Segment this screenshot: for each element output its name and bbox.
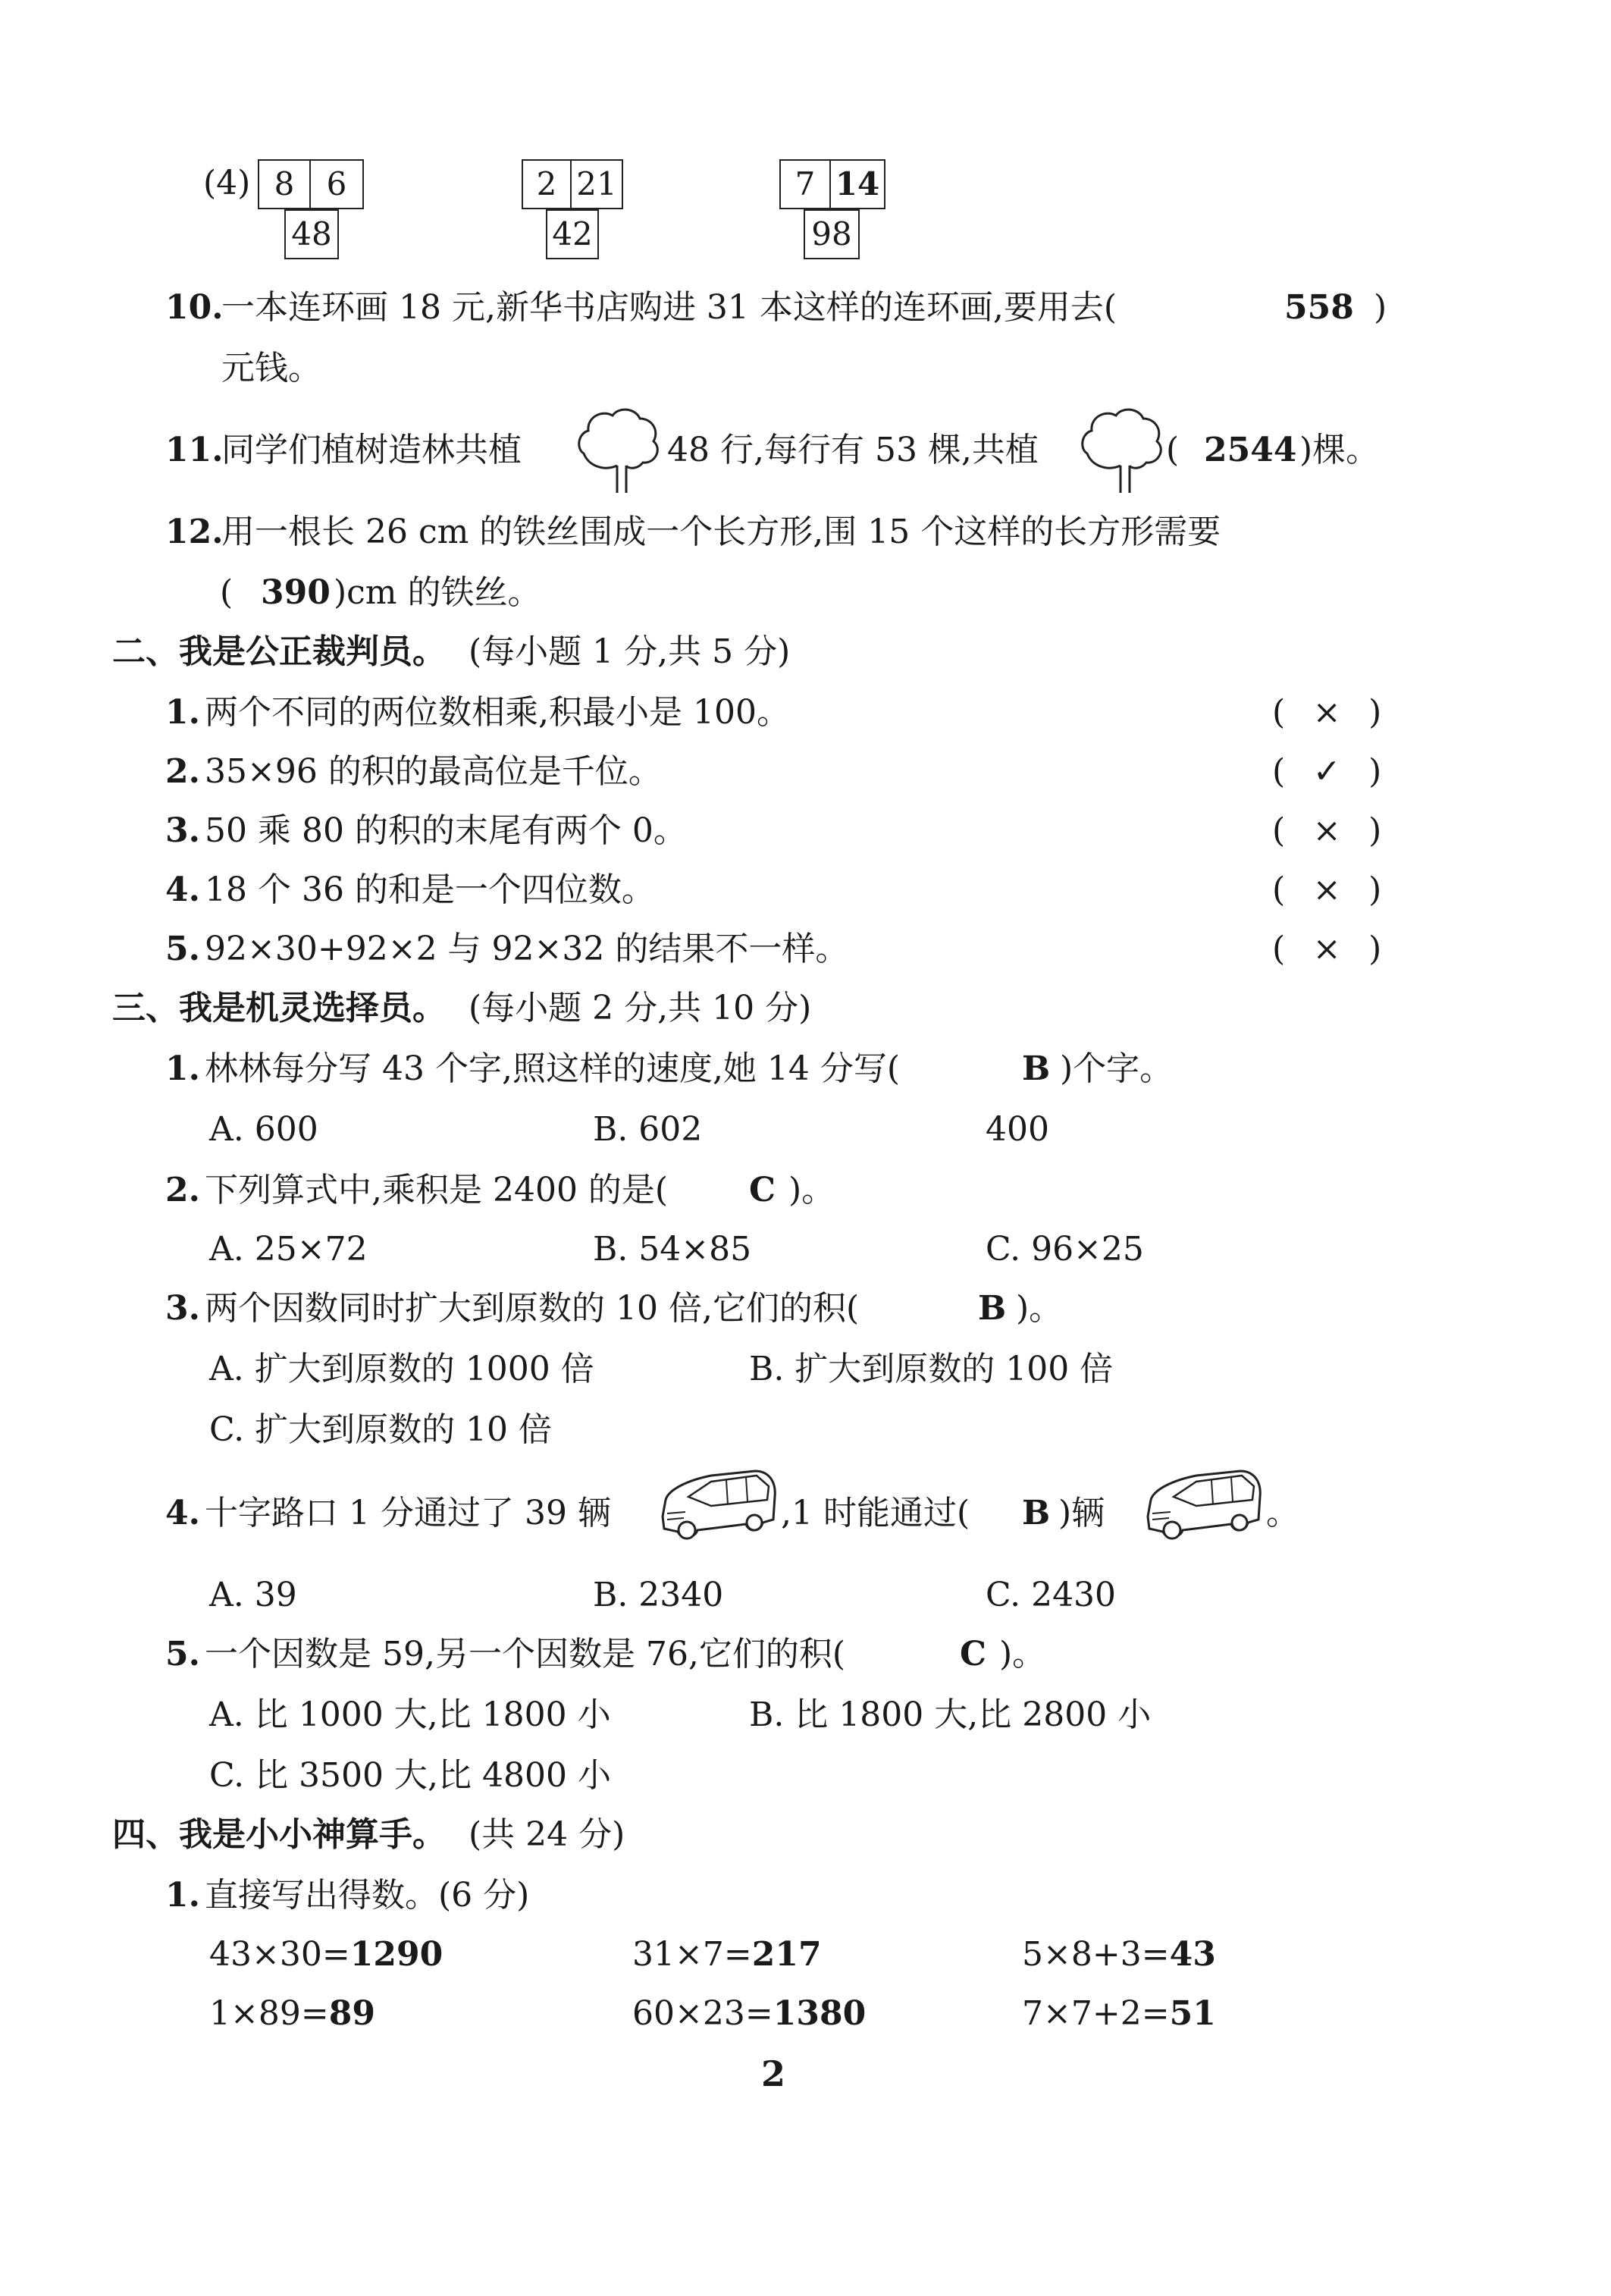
question-text: )cm 的铁丝。 — [334, 573, 541, 612]
calc-item — [1022, 1991, 1216, 2037]
question-number: 1. — [165, 693, 200, 732]
car-icon — [1143, 1463, 1265, 1547]
calc-expression: 31×7= — [632, 1935, 752, 1974]
option: B. 比 1800 大,比 2800 小 — [749, 1695, 1152, 1734]
question-text: 48 行,每行有 53 棵,共植 — [667, 431, 1039, 469]
option: C. 96×25 — [986, 1230, 1144, 1269]
question-text: 18 个 36 的和是一个四位数。 — [205, 870, 655, 909]
answer: C — [960, 1635, 987, 1673]
question-text: 一本连环画 18 元,新华书店购进 31 本这样的连环画,要用去( — [221, 288, 1117, 327]
puzzle-product: 48 — [284, 209, 339, 259]
question-text: ,1 时能通过( — [781, 1494, 970, 1532]
question-text: ) — [1374, 288, 1387, 327]
option: A. 600 — [209, 1110, 318, 1149]
question-number: 10. — [165, 288, 224, 327]
option: B. 54×85 — [593, 1230, 752, 1269]
answer-mark: ✓ — [1312, 752, 1341, 791]
answer-mark: × — [1312, 811, 1341, 850]
option: A. 25×72 — [209, 1230, 368, 1269]
question-text: 用一根长 26 cm 的铁丝围成一个长方形,围 15 个这样的长方形需要 — [221, 513, 1221, 551]
answer: 2544 — [1204, 431, 1297, 469]
calc-expression: 7×7+2= — [1022, 1994, 1170, 2033]
question-text: ( — [1166, 431, 1180, 469]
answer-mark: × — [1312, 693, 1341, 732]
tree-icon — [1077, 403, 1168, 494]
puzzle-product: 98 — [804, 209, 860, 259]
calc-answer: 1380 — [773, 1994, 867, 2033]
answer-bracket: ( × ) — [1272, 808, 1381, 854]
option: B. 2340 — [593, 1576, 724, 1614]
puzzle-factor-a: 2 — [522, 159, 572, 209]
calc-item — [632, 1991, 866, 2037]
question-text: 。 — [1266, 1494, 1299, 1532]
section-title: 三、我是机灵选择员。 — [112, 989, 446, 1027]
question-text: 直接写出得数。(6 分) — [205, 1876, 530, 1915]
q9-label: (4) — [203, 164, 251, 202]
question-text: )个字。 — [1060, 1049, 1174, 1088]
question-text: 50 乘 80 的积的末尾有两个 0。 — [205, 811, 687, 850]
answer-bracket: ( × ) — [1272, 690, 1381, 736]
question-number: 3. — [165, 811, 200, 850]
question-text: )辆 — [1058, 1494, 1105, 1532]
option: A. 扩大到原数的 1000 倍 — [209, 1350, 594, 1388]
section-title: 二、我是公正裁判员。 — [112, 632, 446, 671]
calc-answer: 43 — [1169, 1935, 1216, 1974]
question-number: 12. — [165, 513, 224, 551]
calc-answer: 51 — [1169, 1994, 1216, 2033]
calc-expression: 60×23= — [632, 1994, 773, 2033]
puzzle-factor-a: 8 — [258, 159, 311, 209]
question-number: 2. — [165, 1171, 200, 1209]
question-number: 5. — [165, 930, 200, 968]
question-number: 11. — [165, 431, 224, 469]
page-number: 2 — [761, 2053, 786, 2094]
section-score: (每小题 1 分,共 5 分) — [469, 632, 791, 671]
answer-mark: × — [1312, 930, 1341, 968]
question-number: 4. — [165, 1494, 200, 1532]
option: C. 2430 — [986, 1576, 1117, 1614]
puzzle-factor-a: 7 — [779, 159, 831, 209]
question-text: 同学们植树造林共植 — [221, 431, 522, 469]
question-text: )。 — [1016, 1289, 1063, 1328]
option: B. 602 — [593, 1110, 703, 1149]
answer: C — [749, 1171, 776, 1209]
option: A. 比 1000 大,比 1800 小 — [209, 1695, 611, 1734]
answer: 390 — [261, 573, 331, 612]
question-text: )。 — [788, 1171, 835, 1209]
question-text: 35×96 的积的最高位是千位。 — [205, 752, 662, 791]
question-text: 两个因数同时扩大到原数的 10 倍,它们的积( — [205, 1289, 860, 1328]
question-text: 元钱。 — [221, 349, 321, 387]
answer: B — [1022, 1494, 1051, 1532]
section-score: (共 24 分) — [469, 1815, 625, 1854]
question-text: 两个不同的两位数相乘,积最小是 100。 — [205, 693, 790, 732]
car-icon — [658, 1463, 779, 1547]
calc-expression: 1×89= — [209, 1994, 329, 2033]
question-text: 下列算式中,乘积是 2400 的是( — [205, 1171, 669, 1209]
section-title: 四、我是小小神算手。 — [112, 1815, 446, 1854]
puzzle-factor-b: 14 — [829, 159, 885, 209]
calc-expression: 5×8+3= — [1022, 1935, 1170, 1974]
calc-item — [632, 1932, 822, 1978]
question-number: 3. — [165, 1289, 200, 1328]
calc-answer: 1290 — [349, 1935, 443, 1974]
option: C. 比 3500 大,比 4800 小 — [209, 1756, 611, 1795]
question-number: 5. — [165, 1635, 200, 1673]
option: 400 — [986, 1110, 1049, 1149]
calc-expression: 43×30= — [209, 1935, 350, 1974]
question-number: 4. — [165, 870, 200, 909]
answer-bracket: ( × ) — [1272, 867, 1381, 913]
question-text: 92×30+92×2 与 92×32 的结果不一样。 — [205, 930, 849, 968]
answer: B — [978, 1289, 1007, 1328]
answer-bracket: ( × ) — [1272, 927, 1381, 972]
question-text: 一个因数是 59,另一个因数是 76,它们的积( — [205, 1635, 846, 1673]
calc-item — [209, 1991, 375, 2037]
calc-item — [209, 1932, 443, 1978]
puzzle-factor-b: 6 — [309, 159, 364, 209]
calc-item — [1022, 1932, 1216, 1978]
option: C. 扩大到原数的 10 倍 — [209, 1410, 553, 1449]
answer: 558 — [1284, 288, 1354, 327]
puzzle-product: 42 — [546, 209, 599, 259]
puzzle-factor-b: 21 — [570, 159, 623, 209]
question-text: )。 — [999, 1635, 1046, 1673]
section-score: (每小题 2 分,共 10 分) — [469, 989, 812, 1027]
answer-bracket: ( ✓ ) — [1272, 749, 1381, 795]
question-text: )棵。 — [1299, 431, 1380, 469]
question-text: 十字路口 1 分通过了 39 辆 — [205, 1494, 611, 1532]
question-text: ( — [220, 573, 234, 612]
question-number: 1. — [165, 1876, 200, 1915]
answer: B — [1022, 1049, 1051, 1088]
tree-icon — [573, 403, 664, 494]
calc-answer: 217 — [751, 1935, 822, 1974]
question-text: 林林每分写 43 个字,照这样的速度,她 14 分写( — [205, 1049, 901, 1088]
option: B. 扩大到原数的 100 倍 — [749, 1350, 1114, 1388]
option: A. 39 — [209, 1576, 297, 1614]
question-number: 2. — [165, 752, 200, 791]
answer-mark: × — [1312, 870, 1341, 909]
calc-answer: 89 — [328, 1994, 375, 2033]
question-number: 1. — [165, 1049, 200, 1088]
